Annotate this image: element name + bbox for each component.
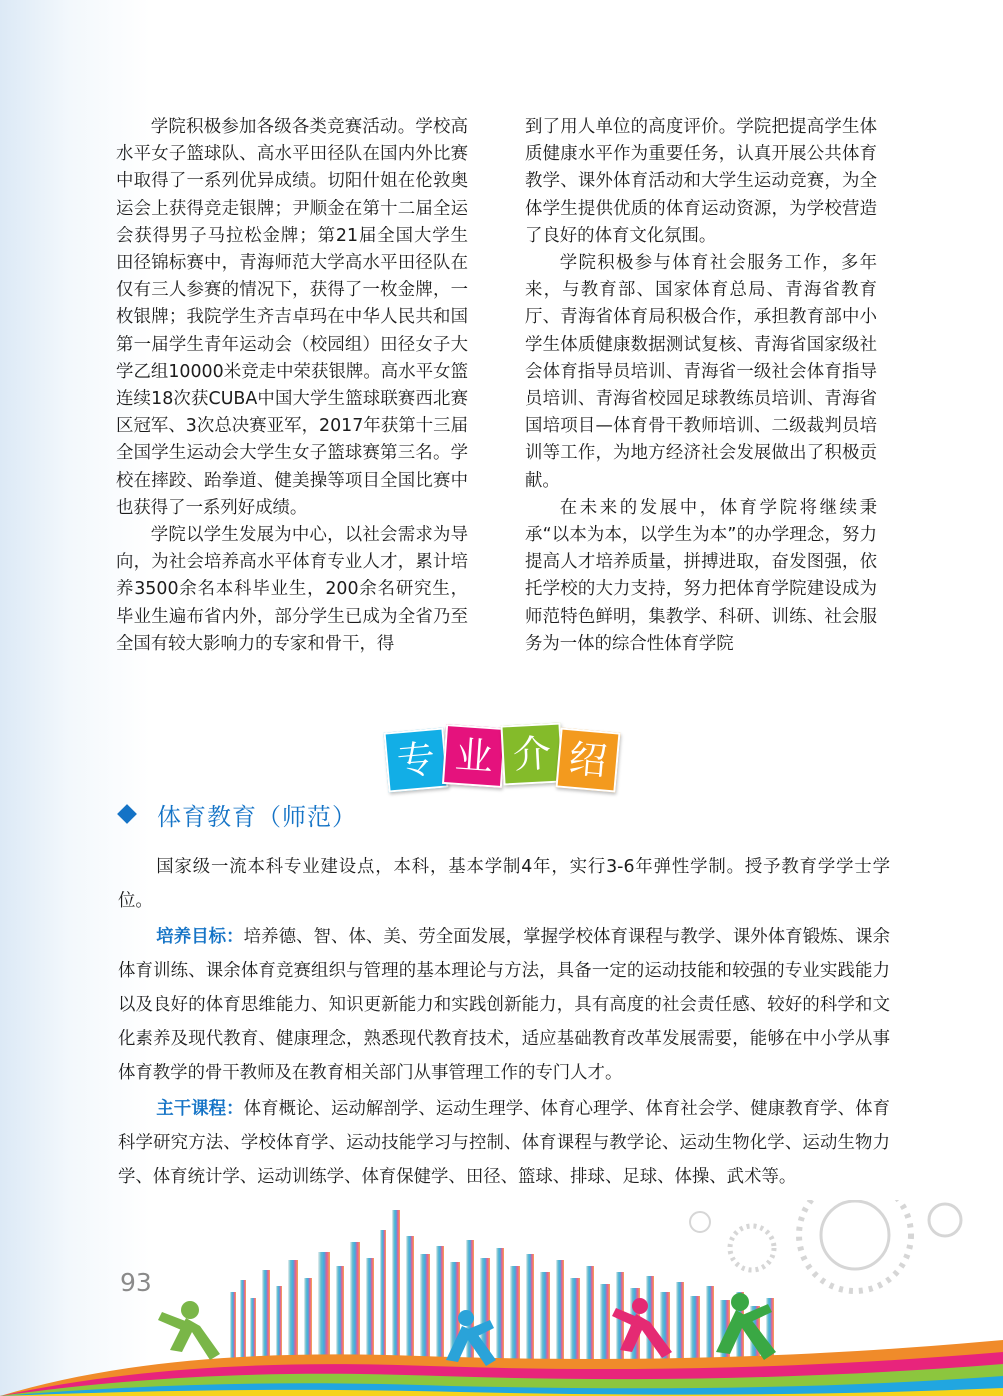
page-number: 93 bbox=[120, 1268, 152, 1297]
banner-tile-1: 专 bbox=[383, 727, 448, 792]
major-intro-banner bbox=[380, 722, 620, 792]
goal-text: 培养德、智、体、美、劳全面发展，掌握学校体育课程与教学、课外体育锻炼、课余体育训练、课余体育竞赛组织与管理的基本理论与方法，具备一定的运动技能和较强的专业实践能力以及良好的体育思维能力、知识更新能力和实践创新能力，具有高度的社会责任感、较好的科学和文化素养及现代教育、健康理念，熟悉现代教育技术，适应基础教育改革发展需要，能够在中小学从事体育教学的骨干教师及在教育相关部门从事管理工作的专门人才。 bbox=[118, 927, 890, 1083]
banner-tile-4: 绍 bbox=[555, 727, 620, 792]
ornament-circles bbox=[690, 1200, 961, 1291]
courses-paragraph bbox=[118, 1092, 890, 1194]
skyline-bars bbox=[230, 1210, 774, 1362]
diamond-bullet-icon bbox=[117, 804, 137, 824]
banner-tile-2: 业 bbox=[442, 724, 506, 788]
courses-text: 体育概论、运动解剖学、运动生理学、体育心理学、体育社会学、健康教育学、体育科学研究方法、学校体育学、运动技能学习与控制、体育课程与教学论、运动生物化学、运动生物力学、体育统计学、运动训练学、体育保健学、田径、篮球、排球、足球、体操、武术等。 bbox=[118, 1099, 890, 1187]
intro-left-column bbox=[116, 114, 468, 658]
section-heading bbox=[120, 798, 357, 830]
footer-sports-illustration bbox=[0, 1200, 1003, 1396]
intro-right-column bbox=[525, 114, 877, 658]
banner-tile-3: 介 bbox=[500, 722, 563, 785]
section-title: 体育教育（师范） bbox=[157, 802, 357, 831]
courses-label: 主干课程： bbox=[156, 1099, 244, 1119]
goal-label: 培养目标： bbox=[156, 927, 244, 947]
athlete-figure-left bbox=[158, 1301, 220, 1360]
intro-paragraph-competitions: 学院积极参加各级各类竞赛活动。学校高水平女子篮球队、高水平田径队在国内外比赛中取得了一系列优异成绩。切阳什姐在伦敦奥运会上获得竞走银牌；尹顺金在第十二届全运会获得男子马拉松金牌；第21届全国大学生田径锦标赛中，青海师范大学高水平田径队在仅有三人参赛的情况下，获得了一枚金牌，一枚银牌；我院学生齐吉卓玛在中华人民共和国第一届学生青年运动会（校园组）田径女子大学乙组10000米竞走中荣获银牌。高水平女篮连续18次获CUBA中国大学生篮球联赛西北赛区冠军、3次总决赛亚军，2017年获第十三届全国学生运动会大学生女子篮球赛第三名。学校在摔跤、跆拳道、健美操等项目全国比赛中也获得了一系列好成绩。 bbox=[116, 117, 468, 518]
intro-paragraph-training: 学院以学生发展为中心，以社会需求为导向，为社会培养高水平体育专业人才，累计培养3500余名本科毕业生，200余名研究生，毕业生遍布省内外，部分学生已成为全省乃至全国有较大影响力的专家和骨干，得 bbox=[116, 525, 468, 654]
intro-paragraph-future: 在未来的发展中，体育学院将继续秉承“以本为本，以学生为本”的办学理念，努力提高人才培养质量，拼搏进取，奋发图强，依托学校的大力支持，努力把体育学院建设成为师范特色鲜明，集教学、科研、训练、社会服务为一体的综合性体育学院 bbox=[525, 497, 877, 654]
major-description bbox=[118, 850, 890, 1194]
goal-paragraph bbox=[118, 920, 890, 1090]
intro-paragraph-social-service: 学院积极参与体育社会服务工作，多年来，与教育部、国家体育总局、青海省教育厅、青海省体育局积极合作，承担教育部中小学生体质健康数据测试复核、青海省国家级社会体育指导员培训、青海省一级社会体育指导员培训、青海省校园足球教练员培训、青海省国培项目—体育骨干教师培训、二级裁判员培训等工作，为地方经济社会发展做出了积极贡献。 bbox=[525, 253, 877, 491]
intro-paragraph-continuation: 到了用人单位的高度评价。学院把提高学生体质健康水平作为重要任务，认真开展公共体育教学、课外体育活动和大学生运动竞赛，为全体学生提供优质的体育运动资源，为学校营造了良好的体育文化氛围。 bbox=[525, 117, 877, 246]
overview-paragraph: 国家级一流本科专业建设点，本科，基本学制4年，实行3-6年弹性学制。授予教育学学士学位。 bbox=[118, 857, 890, 911]
